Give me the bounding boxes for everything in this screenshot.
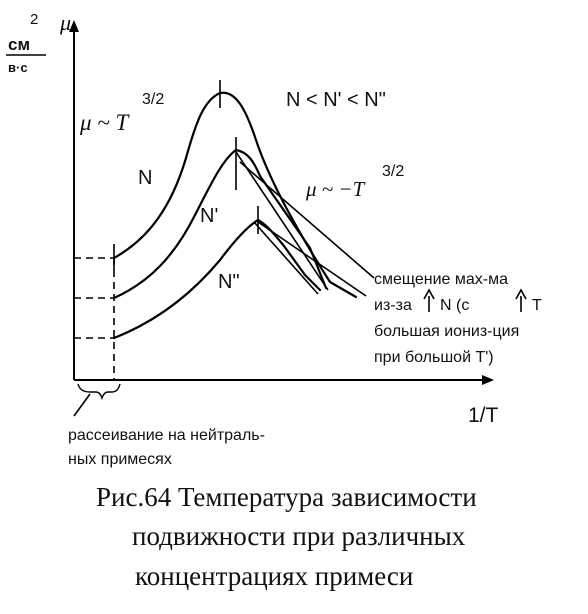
scatter-label-line1: рассеивание на нейтраль-: [68, 427, 265, 444]
mu-left-law: μ ~ T: [80, 110, 129, 135]
label-curve-n2: N": [218, 271, 240, 293]
concentration-order: N < N' < N": [286, 89, 386, 111]
y-axis-symbol: μ: [60, 10, 72, 35]
y-unit-numerator: см: [8, 35, 31, 54]
scatter-brace: [78, 384, 120, 398]
x-axis-label: 1/T: [468, 404, 499, 427]
mu-right-law: μ ~ −T: [306, 177, 365, 201]
annotation-shift-line2c: T: [532, 297, 542, 314]
annotation-shift-line2b: N (с: [440, 297, 470, 314]
guide-line-3: [258, 222, 366, 296]
up-arrow-icon: [516, 290, 526, 312]
guide-line-4: [254, 222, 318, 294]
annotation-shift-line3: большая иониз-ция: [374, 323, 520, 340]
guide-line-2: [236, 152, 328, 290]
label-curve-n: N: [138, 167, 153, 189]
caption-line1: Рис.64 Температура зависимости: [96, 482, 477, 512]
scatter-label-line2: ных примесях: [68, 451, 172, 468]
annotation-shift-line4: при большой T'): [374, 349, 494, 366]
label-curve-n1: N': [200, 205, 219, 227]
y-unit-denominator: в·с: [8, 60, 28, 75]
annotation-shift-line2a: из-за: [374, 297, 412, 314]
up-arrow-icon: [424, 290, 434, 312]
mu-left-exponent: 3/2: [142, 91, 165, 108]
caption-line2: подвижности при различных: [132, 521, 466, 551]
annotation-shift-line1: смещение мах-ма: [374, 271, 509, 288]
caption-line3: концентрациях примеси: [135, 561, 414, 591]
y-unit-exponent: 2: [30, 11, 39, 28]
mu-right-exponent: 3/2: [382, 163, 405, 180]
scatter-pointer: [74, 394, 90, 416]
